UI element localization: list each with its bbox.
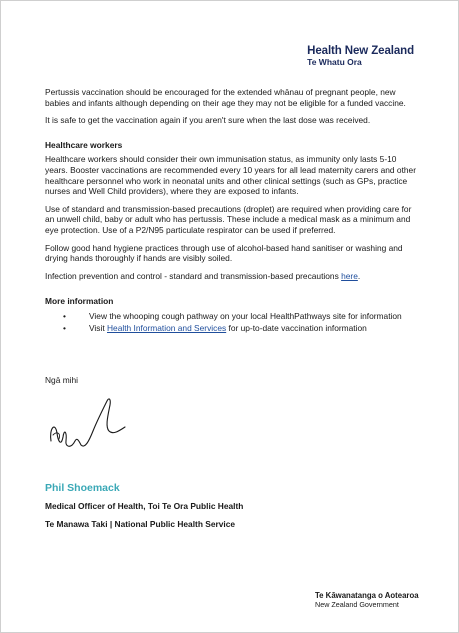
intro-paragraph-2: It is safe to get the vaccination again if you aren't sure when the last dose was received. — [45, 115, 371, 126]
more-info-list — [45, 311, 420, 333]
handwritten-signature-icon — [41, 391, 141, 451]
nz-government-logo — [315, 591, 419, 609]
intro-paragraph-1: Pertussis vaccination should be encouraged for the extended whānau of pregnant people, new babies and infants although depending on their age they may not be eligible for a funded vaccine. — [45, 87, 406, 108]
healthcare-paragraph-4 — [45, 271, 420, 282]
letter-body — [45, 87, 420, 334]
list-item: • View the whooping cough pathway on your local HealthPathways site for information — [45, 311, 420, 322]
healthcare-heading: Healthcare workers — [45, 139, 123, 150]
ipc-here-link[interactable]: here — [341, 270, 358, 281]
gov-english-name: New Zealand Government — [315, 600, 399, 609]
list-item — [45, 323, 420, 334]
ipc-period: . — [357, 270, 361, 281]
closing-greeting: Ngā mihi — [45, 375, 79, 385]
logo-org-name: Health New Zealand — [307, 45, 414, 57]
gov-maori-name: Te Kāwanatanga o Aotearoa — [315, 591, 419, 600]
healthcare-paragraph-1: Healthcare workers should consider their own immunisation status, as immunity only lasts 5-10 years. Booster vaccinations are recommended every 10 years for all lead maternity carers and other healthcare personnel who work in neonatal units and other clinical settings (such as GPs, practice nurses and Well Child providers), where they are exposed to infants. — [45, 154, 417, 197]
ipc-text: Infection prevention and control - standard and transmission-based precautions — [45, 270, 342, 281]
logo-org-maori: Te Whatu Ora — [307, 57, 362, 67]
healthcare-paragraph-3: Follow good hand hygiene practices through use of alcohol-based hand sanitiser or washing and drying hands thoroughly if hands are visibly soiled. — [45, 242, 403, 264]
more-info-heading: More information — [45, 296, 114, 307]
health-nz-logo — [307, 45, 414, 67]
healthcare-paragraph-2: Use of standard and transmission-based precautions (droplet) are required when providing care for an unwell child, baby or adult who has pertussis. These include a medical mask as a minimum and eye protection. Use of a P2/N95 particulate respirator can be used if preferred. — [45, 203, 412, 235]
signatory-name: Phil Shoemack — [45, 482, 120, 494]
visit-text: Visit — [89, 322, 107, 333]
health-info-link[interactable]: Health Information and Services — [107, 322, 227, 333]
signatory-role-2: Te Manawa Taki | National Public Health Service — [45, 519, 236, 529]
visit-text-end: for up-to-date vaccination information — [226, 322, 367, 333]
signatory-role-1: Medical Officer of Health, Toi Te Ora Public Health — [45, 501, 244, 511]
